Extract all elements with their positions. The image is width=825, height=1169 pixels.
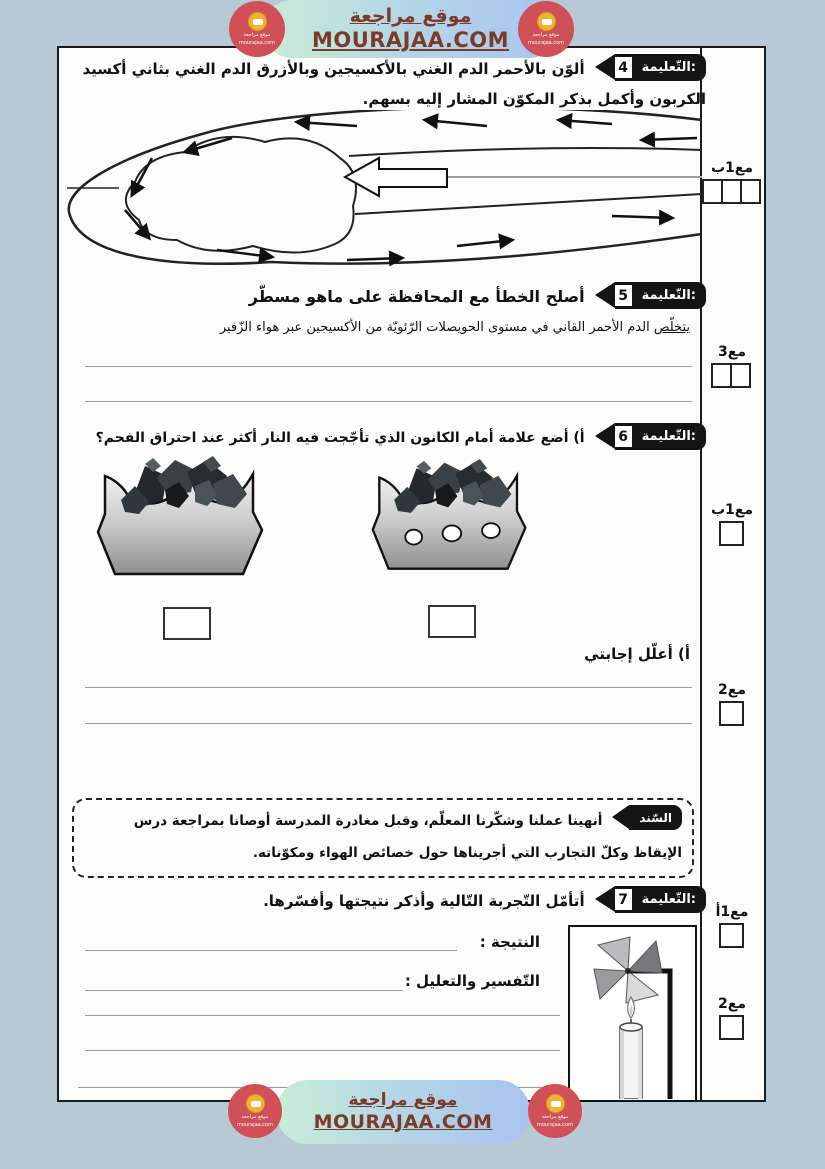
- footer-logo-left: [228, 1084, 282, 1138]
- pinwheel-candle-illustration: [570, 927, 694, 1099]
- logo-caption-en: mourajaa.com: [238, 39, 275, 46]
- exercise-5-instruction: أصلح الخطأ مع المحافظة على ماهو مسطّر: [248, 287, 585, 306]
- mark-label: مع1أ: [715, 904, 749, 920]
- footer-logo-right: [528, 1084, 582, 1138]
- book-icon: [546, 1094, 565, 1113]
- sanad-tag-label: السّند: [629, 805, 682, 830]
- result-label: النتيجة :: [479, 933, 540, 951]
- exercise-tag-label: التّعليمة:: [632, 282, 706, 309]
- brazier-image-a: [95, 456, 267, 602]
- header-brand-pill: [263, 0, 558, 58]
- pencil-tip-icon: [595, 423, 615, 449]
- underlined-word: يتخلّص: [653, 320, 690, 335]
- brazier-a-answer-box[interactable]: [163, 607, 211, 640]
- grade-box[interactable]: [702, 179, 723, 204]
- sanad-box: [72, 798, 694, 878]
- header-logo-left: [229, 1, 285, 57]
- answer-line[interactable]: [85, 950, 457, 951]
- explanation-label: التّفسير والتعليل :: [404, 972, 540, 990]
- header-site-name-arabic[interactable]: موقع مراجعة: [349, 5, 472, 27]
- exercise-6-tag: [595, 423, 706, 450]
- exercise-6: [75, 423, 706, 453]
- mark-label: مع2: [718, 682, 746, 698]
- margin-mark-5: [700, 904, 764, 948]
- exercise-5-tag: [595, 282, 706, 309]
- pencil-tip-icon: [595, 282, 615, 308]
- footer-site-name-arabic[interactable]: موقع مراجعة: [348, 1090, 458, 1111]
- answer-line[interactable]: [85, 401, 692, 402]
- grade-box[interactable]: [740, 179, 761, 204]
- logo-caption-ar: موقع مراجعة: [243, 32, 271, 38]
- mark-label: مع2: [718, 996, 746, 1012]
- sentence-rest: الدم الأحمر القاني في مستوى الحويصلات الرّئويّة من الأكسيجين عبر هواء الزّفير: [219, 320, 654, 335]
- margin-mark-1: [700, 160, 764, 204]
- exercise-number: 7: [615, 886, 632, 913]
- logo-caption-en: mourajaa.com: [536, 1121, 573, 1128]
- book-icon: [248, 12, 267, 31]
- answer-line[interactable]: [85, 366, 692, 367]
- book-icon: [537, 12, 556, 31]
- exercise-5: [85, 282, 706, 312]
- grade-box[interactable]: [719, 521, 744, 546]
- exercise-number: 5: [615, 282, 632, 309]
- exercise-5-sentence: [90, 320, 690, 335]
- grade-box[interactable]: [719, 701, 744, 726]
- logo-caption-ar: موقع مراجعة: [541, 1114, 569, 1120]
- grade-box[interactable]: [719, 923, 744, 948]
- answer-line[interactable]: [85, 687, 692, 688]
- mark-label: مع1ب: [710, 502, 754, 518]
- component-pointer-arrow: [345, 158, 447, 196]
- footer-brand-pill: [276, 1080, 530, 1144]
- exercise-4-instruction: ألوّن بالأحمر الدم الغني بالأكسيجين وبالأزرق الدم الغني بثاني أكسيد الكربون وأكمل بذكر المكوّن المشار إليه بسهم.: [82, 60, 706, 108]
- pencil-tip-icon: [612, 805, 629, 829]
- book-icon: [246, 1094, 265, 1113]
- margin-mark-2: [700, 344, 764, 388]
- exercise-7: [85, 886, 706, 916]
- grade-box[interactable]: [730, 363, 751, 388]
- brazier-b-answer-box[interactable]: [428, 605, 476, 638]
- exercise-number: 4: [615, 54, 632, 81]
- grade-box[interactable]: [721, 179, 742, 204]
- exercise-7-instruction: أتأمّل التّجربة التّالية وأذكر نتيجتها وأفسّرها.: [263, 892, 585, 910]
- margin-mark-4: [700, 682, 764, 726]
- margin-mark-6: [700, 996, 764, 1040]
- exercise-tag-label: التّعليمة:: [632, 423, 706, 450]
- sanad-tag: [612, 805, 682, 830]
- logo-caption-en: mourajaa.com: [236, 1121, 273, 1128]
- mark-label: مع3: [718, 344, 746, 360]
- exercise-4-tag: [595, 54, 706, 81]
- logo-caption-ar: موقع مراجعة: [241, 1114, 269, 1120]
- footer-site-url[interactable]: MOURAJAA.COM: [313, 1110, 493, 1133]
- blood-circulation-diagram: [57, 110, 702, 282]
- grade-box[interactable]: [711, 363, 732, 388]
- margin-mark-3: [700, 502, 764, 546]
- exercise-6-instruction: أ) أضع علامة أمام الكانون الذي تأجّجت فيه النار أكثر عند احتراق الفحم؟: [95, 430, 585, 446]
- exercise-number: 6: [615, 423, 632, 450]
- answer-line[interactable]: [85, 1015, 560, 1016]
- exercise-4: [70, 54, 706, 114]
- pinwheel: [594, 937, 662, 1003]
- exercise-7-tag: [595, 886, 706, 913]
- justify-answer-label: أ) أعلّل إجابتي: [584, 645, 690, 663]
- answer-line[interactable]: [85, 723, 692, 724]
- grade-box[interactable]: [719, 1015, 744, 1040]
- pencil-tip-icon: [595, 886, 615, 912]
- logo-caption-en: mourajaa.com: [527, 39, 564, 46]
- mark-label: مع1ب: [710, 160, 754, 176]
- header-logo-right: [518, 1, 574, 57]
- experiment-image-frame: [568, 925, 697, 1102]
- pencil-tip-icon: [595, 54, 615, 80]
- header-site-url[interactable]: MOURAJAA.COM: [311, 27, 510, 52]
- logo-caption-ar: موقع مراجعة: [532, 32, 560, 38]
- answer-line[interactable]: [85, 990, 403, 991]
- exercise-tag-label: التّعليمة:: [632, 54, 706, 81]
- exercise-tag-label: التّعليمة:: [632, 886, 706, 913]
- candle: [620, 997, 642, 1099]
- answer-line[interactable]: [85, 1050, 560, 1051]
- sanad-text: أنهينا عملنا وشكّرنا المعلّم، وقبل مغادرة المدرسة أوصانا بمراجعة درس الإيقاظ وكلّ التجارب التي أجريناها حول خصائص الهواء ومكوّناته.: [133, 813, 682, 861]
- brazier-image-b: [370, 458, 530, 596]
